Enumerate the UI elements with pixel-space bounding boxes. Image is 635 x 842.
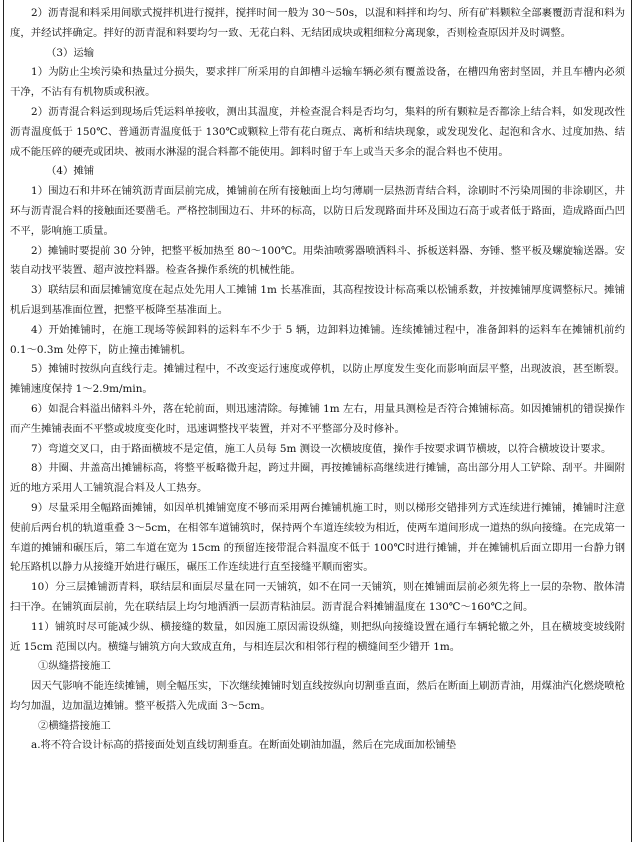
para-longitudinal-joint: 因天气影响不能连续摊铺，则全幅压实，下次继续摊铺时划直线按纵向切割垂直面，然后在断面上刷沥青油，用煤油汽化燃烧喷枪均匀加温，边加温边摊铺。整平板搭入先成面 3～5cm。 — [10, 680, 625, 712]
para-paving-1: 1）围边石和井环在铺筑沥青面层前完成，摊铺前在所有接触面上均匀薄刷一层热沥青结合料，涂刷时不污染周围的非涂刷区，井环与沥青混合料的接触面还要凿毛。严格控制围边石、井环的标高，以防日后发现路面井环及围边石高于或者低于路面，造成路面凸凹不平，影响施工质量。 — [10, 185, 625, 237]
para-paving-5: 5）摊铺时按纵向直线行走。摊铺过程中，不改变运行速度或停机，以防止厚度发生变化而影响面层平整，出现波浪，甚至断裂。摊铺速度保持 1～2.9m/min。 — [10, 363, 625, 396]
heading-paving: （4）摊铺 — [46, 165, 95, 178]
para-paving-2: 2）摊铺时要提前 30 分钟，把整平板加热至 80～100℃。用柴油喷雾器喷洒料斗、拆板送料器、夯锤、整平板及螺旋输送器。安装自动找平装置、超声波控料器。检查各操作系统的机械性能。 — [10, 244, 625, 277]
heading-transverse-joint: ②横缝搭接施工 — [38, 719, 111, 732]
para-transport-2: 2）沥青混合料运到现场后凭运料单接收，测出其温度，并检查混合料是否均匀，集料的所有颗粒是否都涂上结合料，如发现改性沥青温度低于 150℃、普通沥青温度低于 130℃或颗粒上带有花白斑点、离析和结块现象，或发现发化、起泡和含水、过度加热、结成不能压碎的硬壳或团块、被雨水淋湿的混合料都不能使用。卸料时留于车上或当天多余的混合料也不使用。 — [10, 105, 625, 158]
para-paving-6: 6）如混合料溢出储料斗外，落在轮前面，则迅速清除。每摊铺 1m 左右，用量具测检是否符合摊铺标高。如因摊铺机的错误操作而产生摊铺表面不平整或坡度变化时，迅速调整找平装置，并对不平整部分及时修补。 — [10, 402, 625, 435]
document-body — [10, 4, 625, 756]
para-transverse-joint: a.将不符合设计标高的搭接面处划直线切割垂直。在断面处刷油加温，然后在完成面加松铺垫 — [31, 739, 457, 752]
para-paving-4: 4）开始摊铺时，在施工现场等候卸料的运料车不少于 5 辆，边卸料边摊铺。连续摊铺过程中，准备卸料的运料车在摊铺机前约 0.1～0.3m 处停下，防止撞击摊铺机。 — [10, 323, 625, 356]
para-transport-1: 1）为防止尘埃污染和热量过分损失，要求拌厂所采用的自卸槽斗运输车辆必须有覆盖设备，在槽四角密封坚固，并且车槽内必须干净，不沾有有机物质或积液。 — [10, 66, 625, 99]
para-paving-11: 11）铺筑时尽可能减少纵、横接缝的数量，如因施工原因需设纵缝，则把纵向接缝设置在通行车辆轮辙之外，且在横坡变坡线附近 15cm 范围以内。横缝与铺筑方向大致成直角，与相连层次和相邻行程的横缝间至少错开 1m。 — [10, 620, 625, 653]
para-paving-10: 10）分三层摊铺沥青料，联结层和面层尽量在同一天铺筑，如不在同一天铺筑，则在摊铺面层前必须先将上一层的杂物、散体清扫干净。在铺筑面层前，先在联结层上均匀地洒洒一层沥青粘油层。沥青混合料摊铺温度在 130℃～160℃之间。 — [10, 581, 625, 613]
heading-longitudinal-joint: ①纵缝搭接施工 — [38, 660, 111, 673]
para-paving-7: 7）弯道交叉口，由于路面横坡不是定值，施工人员每 5m 测设一次横坡度值，操作手按要求调节横坡，以符合横坡设计要求。 — [31, 442, 612, 455]
heading-transport: （3）运输 — [46, 46, 95, 59]
para-paving-9: 9）尽量采用全幅路面摊铺，如因单机摊铺宽度不够而采用两台摊铺机施工时，则以梯形交错排列方式连续进行摊铺，摊铺时注意使前后两台机的轨道重叠 3～5cm，在相邻车道铺筑时，保持两个车道连续较为相近，使两车道间形成一道热的纵向接缝。在完成第一车道的摊铺和碾压后，第二车道在宽为 15cm 的预留连接带混合料温度不低于 100℃时进行摊铺，并在摊铺机后面立即用一台静力钢轮压路机以静力从接缝开始进行碾压，碾压工作连续进行直至接缝平顺而密实。 — [10, 501, 625, 574]
para-mixing-2: 2）沥青混和料采用间歇式搅拌机进行搅拌，搅拌时间一般为 30～50s，以混和料拌和均匀、所有矿料颗粒全部裹覆沥青混和料为度，并经试拌确定。拌好的沥青混和料要均匀一致、无花白料、无结团成块或粗细粒分离现象，否则检查原因并及时调整。 — [10, 7, 625, 39]
para-paving-3: 3）联结层和面层摊铺宽度在起点处先用人工摊铺 1m 长基准面，其高程按设计标高乘以松铺系数，并按摊铺厚度调整标尺。摊铺机后退到基准面位置，把整平板降至基准面上。 — [10, 284, 625, 316]
para-paving-8: 8）井圈、井盖高出摊铺标高，将整平板略微升起，跨过井圈，再按摊铺标高继续进行摊铺，高出部分用人工铲除、刮平。井圈附近的地方采用人工铺筑混合料及人工热夯。 — [10, 462, 625, 495]
